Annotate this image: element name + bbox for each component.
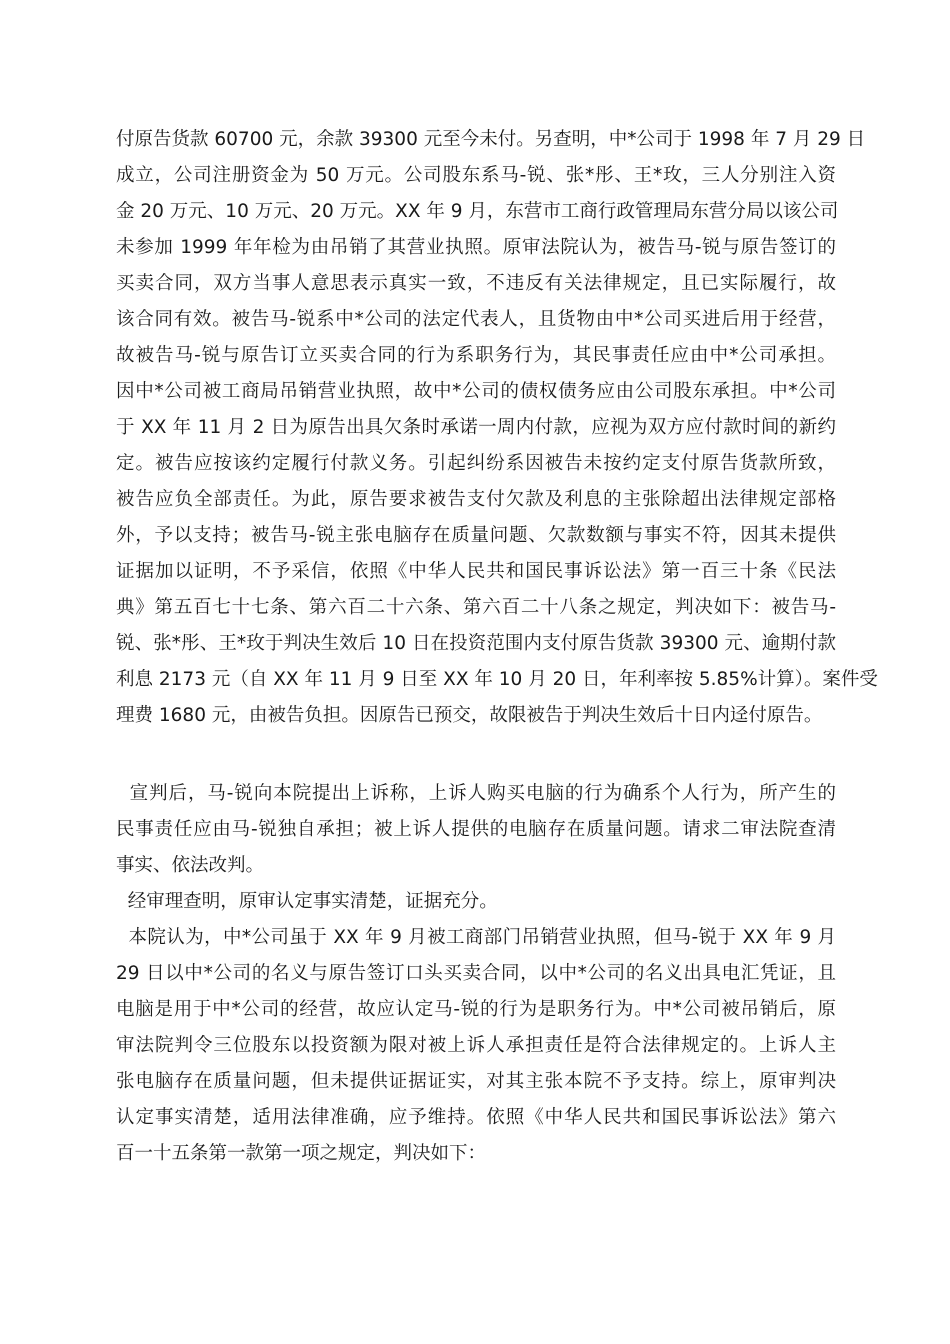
paragraph-4-line-3: 电脑是用于中*公司的经营，故应认定马-锐的行为是职务行为。中*公司被吊销后，原 (116, 999, 836, 1020)
paragraph-1-line-14: 典》第五百七十七条、第六百二十六条、第六百二十八条之规定，判决如下：被告马- (116, 597, 836, 618)
paragraph-4-line-5: 张电脑存在质量问题，但未提供证据证实，对其主张本院不予支持。综上，原审判决 (116, 1071, 836, 1092)
paragraph-1-line-15: 锐、张*彤、王*玫于判决生效后 10 日在投资范围内支付原告货款 39300 元、逾期付款 (116, 633, 836, 654)
paragraph-4-line-4: 审法院判令三位股东以投资额为限对被上诉人承担责任是符合法律规定的。上诉人主 (116, 1035, 836, 1056)
paragraph-1-line-4: 未参加 1999 年年检为由吊销了其营业执照。原审法院认为，被告马-锐与原告签订的 (116, 237, 836, 258)
paragraph-1-line-9: 于 XX 年 11 月 2 日为原告出具欠条时承诺一周内付款，应视为双方应付款时间的新约 (116, 417, 836, 438)
paragraph-1-line-13: 证据加以证明，不予采信，依照《中华人民共和国民事诉讼法》第一百三十条《民法 (116, 561, 836, 582)
paragraph-1-line-11: 被告应负全部责任。为此，原告要求被告支付欠款及利息的主张除超出法律规定部格 (116, 489, 836, 510)
paragraph-2-line-1: 宣判后，马-锐向本院提出上诉称，上诉人购买电脑的行为确系个人行为，所产生的 (116, 783, 836, 804)
paragraph-1-line-6: 该合同有效。被告马-锐系中*公司的法定代表人，且货物由中*公司买进后用于经营， (116, 309, 836, 330)
paragraph-1-line-1: 付原告货款 60700 元，余款 39300 元至今未付。另查明，中*公司于 1998 年 7 月 29 日 (116, 129, 866, 150)
paragraph-1-line-3: 金 20 万元、10 万元、20 万元。XX 年 9 月，东营市工商行政管理局东营分局以该公司 (116, 201, 839, 222)
paragraph-1-line-8: 因中*公司被工商局吊销营业执照，故中*公司的债权债务应由公司股东承担。中*公司 (116, 381, 836, 402)
paragraph-1-line-12: 外，予以支持；被告马-锐主张电脑存在质量问题、欠款数额与事实不符，因其未提供 (116, 525, 836, 546)
paragraph-1-line-17: 理费 1680 元，由被告负担。因原告已预交，故限被告于判决生效后十日内迳付原告。 (116, 705, 823, 726)
paragraph-4-line-6: 认定事实清楚，适用法律准确，应予维持。依照《中华人民共和国民事诉讼法》第六 (116, 1107, 836, 1128)
paragraph-2-line-2: 民事责任应由马-锐独自承担；被上诉人提供的电脑存在质量问题。请求二审法院查清 (116, 819, 836, 840)
paragraph-4-line-1: 本院认为，中*公司虽于 XX 年 9 月被工商部门吊销营业执照，但马-锐于 XX 年 9 月 (116, 927, 836, 948)
paragraph-1-line-5: 买卖合同，双方当事人意思表示真实一致，不违反有关法律规定，且已实际履行，故 (116, 273, 836, 294)
paragraph-2-line-3: 事实、依法改判。 (116, 855, 265, 876)
paragraph-4-line-2: 29 日以中*公司的名义与原告签订口头买卖合同，以中*公司的名义出具电汇凭证，且 (116, 963, 836, 984)
paragraph-4-line-7: 百一十五条第一款第一项之规定，判决如下： (116, 1143, 487, 1164)
paragraph-1-line-2: 成立，公司注册资金为 50 万元。公司股东系马-锐、张*彤、王*玫，三人分别注入资 (116, 165, 836, 186)
paragraph-3-line-1: 经审理查明，原审认定事实清楚，证据充分。 (116, 891, 498, 912)
paragraph-1-line-7: 故被告马-锐与原告订立买卖合同的行为系职务行为，其民事责任应由中*公司承担。 (116, 345, 836, 366)
paragraph-1-line-16: 利息 2173 元（自 XX 年 11 月 9 日至 XX 年 10 月 20 日，年利率按 5.85%计算）。案件受 (116, 669, 878, 690)
paragraph-1-line-10: 定。被告应按该约定履行付款义务。引起纠纷系因被告未按约定支付原告货款所致， (116, 453, 836, 474)
